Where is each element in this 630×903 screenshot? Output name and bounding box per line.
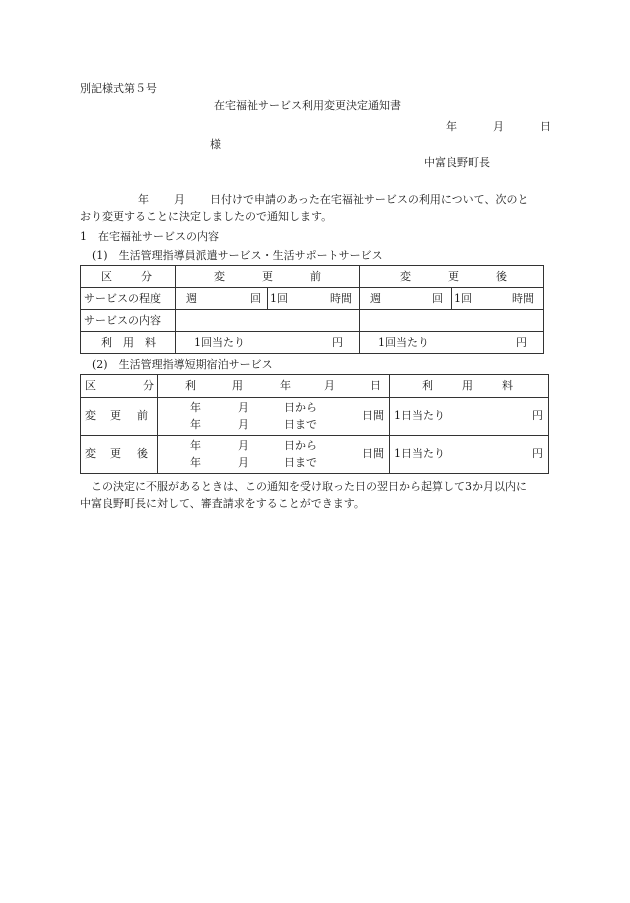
- after-from-year: 年: [190, 439, 201, 452]
- t2-kubun-char-1: 区: [85, 379, 96, 392]
- date-day: 日: [540, 120, 551, 133]
- row-after-char-2: 更: [110, 447, 121, 460]
- after-to-day: 日まで: [284, 456, 317, 469]
- after-per-time: 1回当たり: [378, 336, 429, 349]
- issuer-name: 中富良野町長: [424, 156, 490, 169]
- dates-char-1: 利: [185, 379, 196, 392]
- after-once: 1回: [454, 292, 472, 305]
- intro-line1: 日付けで申請のあった在宅福祉サービスの利用について、次のと: [210, 193, 529, 206]
- form-number: 別記様式第５号: [80, 82, 157, 95]
- before-to-year: 年: [190, 418, 201, 431]
- dates-char-4: 月: [324, 379, 335, 392]
- intro-line2: おり変更することに決定しましたので通知します。: [80, 210, 333, 223]
- before-hours: 時間: [330, 292, 352, 305]
- dates-char-3: 年: [280, 379, 291, 392]
- row-before-char-2: 更: [110, 409, 121, 422]
- service-table-1: [80, 265, 544, 354]
- closing-line-2: 中富良野町長に対して、審査請求をすることができます。: [80, 497, 365, 510]
- before-once: 1回: [270, 292, 288, 305]
- date-year: 年: [446, 120, 457, 133]
- service-table-2: [80, 374, 549, 474]
- table1-degree-row: [81, 288, 544, 310]
- document-title: 在宅福祉サービス利用変更決定通知書: [214, 99, 401, 112]
- before-yen: 円: [332, 336, 343, 349]
- t2-fee-char-2: 用: [462, 379, 473, 392]
- kubun-char-1: 区: [101, 270, 112, 283]
- after-per-day: 1日当たり: [394, 447, 445, 460]
- before-char-1: 変: [214, 270, 225, 283]
- before-to-day: 日まで: [284, 418, 317, 431]
- intro-month: 月: [174, 193, 185, 206]
- table1-fee-row: [81, 332, 544, 354]
- kubun-char-2: 分: [141, 270, 152, 283]
- row-after-char-3: 後: [137, 447, 148, 460]
- table1-content-row: [81, 310, 544, 332]
- after-to-month: 月: [238, 456, 249, 469]
- before-per-day: 1日当たり: [394, 409, 445, 422]
- after-yen: 円: [516, 336, 527, 349]
- before-from-day: 日から: [284, 401, 317, 414]
- after-times: 回: [432, 292, 443, 305]
- closing-line-1: この決定に不服があるときは、この通知を受け取った日の翌日から起算して3か月以内に: [91, 480, 527, 493]
- after-hours: 時間: [512, 292, 534, 305]
- intro-year: 年: [138, 193, 149, 206]
- fee-char-1: 利: [101, 336, 112, 349]
- before-char-3: 前: [310, 270, 321, 283]
- row-before-char-1: 変: [85, 409, 96, 422]
- after-week: 週: [370, 292, 381, 305]
- after-days: 日間: [362, 447, 384, 460]
- after-char-1: 変: [400, 270, 411, 283]
- after-char-2: 更: [448, 270, 459, 283]
- table2-after-row: [81, 436, 549, 474]
- content-label: サービスの内容: [84, 314, 161, 327]
- after-char-3: 後: [496, 270, 507, 283]
- before-times: 回: [250, 292, 261, 305]
- before-from-month: 月: [238, 401, 249, 414]
- degree-label: サービスの程度: [84, 292, 161, 305]
- fee-char-2: 用: [123, 336, 134, 349]
- before-char-2: 更: [262, 270, 273, 283]
- before-days: 日間: [362, 409, 384, 422]
- subsection-2-heading: (2) 生活管理指導短期宿泊サービス: [92, 358, 273, 371]
- before-from-year: 年: [190, 401, 201, 414]
- before-day-yen: 円: [532, 409, 543, 422]
- dates-char-5: 日: [370, 379, 381, 392]
- t2-kubun-char-2: 分: [143, 379, 154, 392]
- dates-char-2: 用: [232, 379, 243, 392]
- fee-char-3: 料: [145, 336, 156, 349]
- after-from-day: 日から: [284, 439, 317, 452]
- before-per-time: 1回当たり: [194, 336, 245, 349]
- row-before-char-3: 前: [137, 409, 148, 422]
- table1-header-row: [81, 266, 544, 288]
- table2-before-row: [81, 398, 549, 436]
- subsection-1-heading: (1) 生活管理指導員派遣サービス・生活サポートサービス: [92, 249, 383, 262]
- before-to-month: 月: [238, 418, 249, 431]
- section-1-heading: 1 在宅福祉サービスの内容: [80, 230, 219, 243]
- date-month: 月: [493, 120, 504, 133]
- after-day-yen: 円: [532, 447, 543, 460]
- after-from-month: 月: [238, 439, 249, 452]
- recipient-suffix: 様: [210, 138, 221, 151]
- after-to-year: 年: [190, 456, 201, 469]
- table2-header-row: [81, 375, 549, 398]
- row-after-char-1: 変: [85, 447, 96, 460]
- t2-fee-char-1: 利: [422, 379, 433, 392]
- t2-fee-char-3: 料: [502, 379, 513, 392]
- before-week: 週: [186, 292, 197, 305]
